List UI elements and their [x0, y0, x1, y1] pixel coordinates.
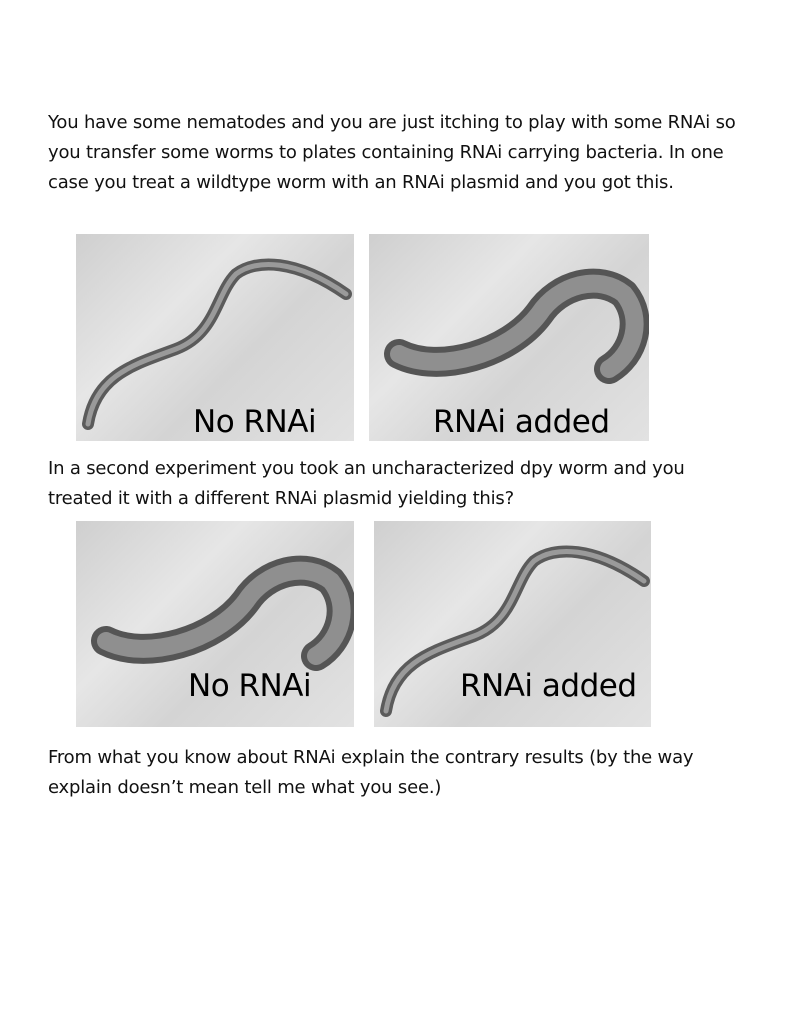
caption-no-rnai: No RNAi	[193, 404, 317, 440]
caption-no-rnai: No RNAi	[188, 668, 312, 704]
caption-rnai-added: RNAi added	[433, 404, 610, 440]
question-paragraph: From what you know about RNAi explain the contrary results (by the way explain doesn’t mean tell me what you see.)	[48, 747, 694, 798]
second-experiment-paragraph: In a second experiment you took an uncharacterized dpy worm and you treated it with a different RNAi plasmid yielding this?	[48, 458, 685, 509]
intro-paragraph: You have some nematodes and you are just itching to play with some RNAi so you transfer some worms to plates containing RNAi carrying bacteria. In one case you treat a wildtype worm with an RNAi plasmid and you got this.	[48, 112, 736, 193]
caption-rnai-added: RNAi added	[460, 668, 637, 704]
